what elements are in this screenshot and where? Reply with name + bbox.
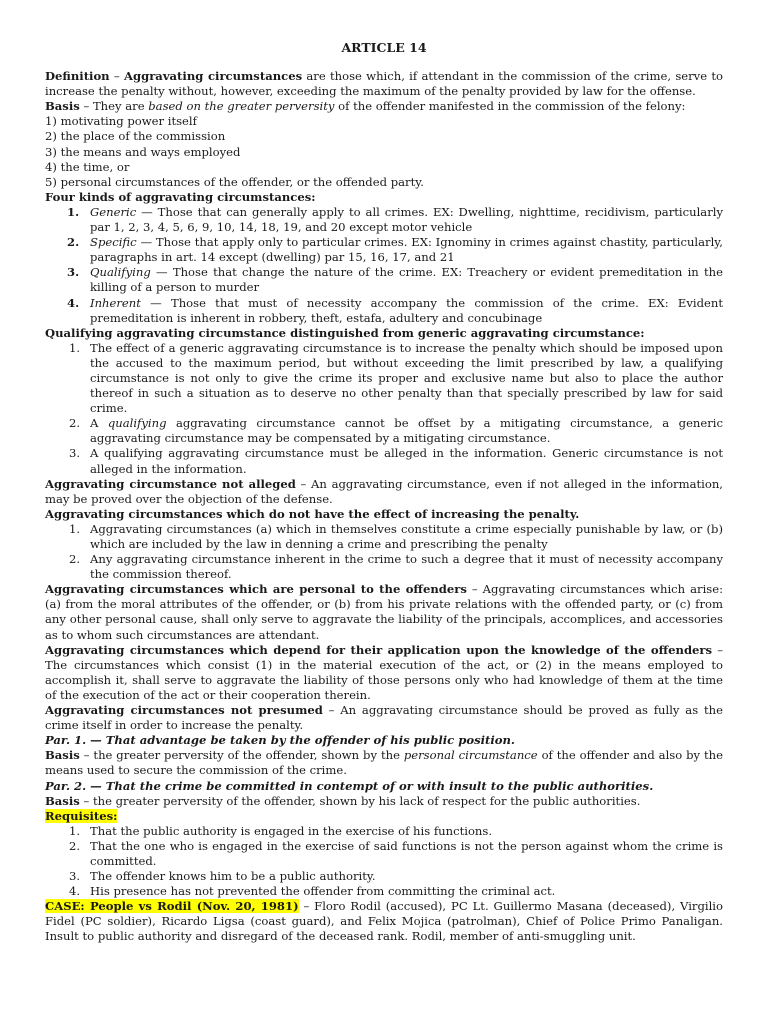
- kind-item: [45, 205, 723, 235]
- basis-italic: personal circumstance: [403, 748, 538, 763]
- source-item: 3) the means and ways employed: [45, 144, 241, 159]
- basis-pre: – They are: [79, 99, 149, 114]
- item-number: 1.: [69, 823, 81, 838]
- kind-name: Specific: [90, 235, 137, 250]
- definition-paragraph: [45, 69, 723, 99]
- kind-text: — Those that must of necessity accompany the commission of the crime. EX: Evident premeditation is inherent in robbery, theft, estafa, adultery and concubinage: [90, 295, 723, 325]
- item-number: 3.: [69, 869, 81, 884]
- item-number: 2.: [69, 416, 81, 431]
- not-alleged-label: Aggravating circumstance not alleged: [45, 476, 296, 491]
- item-number: 2.: [69, 552, 81, 567]
- kind-name: Inherent: [90, 295, 141, 310]
- personal-label: Aggravating circumstances which are personal to the offenders: [45, 582, 467, 597]
- qualifying-item: [45, 446, 723, 476]
- not-presumed-label: Aggravating circumstances not presumed: [45, 703, 323, 718]
- definition-sep: –: [109, 69, 124, 84]
- kind-item: [45, 265, 723, 295]
- item-number: 2.: [69, 838, 81, 853]
- item-number: 3.: [69, 446, 81, 461]
- source-item: 4) the time, or: [45, 159, 130, 174]
- item-number: 4.: [69, 884, 81, 899]
- article-title: ARTICLE 14: [341, 40, 427, 55]
- basis-post: of the offender manifested in the commission of the felony:: [334, 99, 686, 114]
- basis-pre: – the greater perversity of the offender, shown by the: [79, 748, 404, 763]
- kind-number: 2.: [67, 235, 80, 250]
- item-number: 1.: [69, 521, 81, 536]
- basis-label: Basis: [45, 793, 80, 808]
- paragraph-1-heading: Par. 1. — That advantage be taken by the offender of his public position.: [45, 733, 515, 748]
- requisites-list: [45, 824, 723, 899]
- qualifying-list: [45, 341, 723, 477]
- knowledge-paragraph: [45, 643, 723, 703]
- not-presumed-paragraph: [45, 703, 723, 733]
- document-page: [45, 40, 723, 945]
- requisite-item: [45, 884, 723, 899]
- basis-text: – the greater perversity of the offender, shown by his lack of respect for the public authorities.: [79, 793, 641, 808]
- kind-name: Generic: [90, 204, 137, 219]
- kind-item: [45, 235, 723, 265]
- qualifying-item: [45, 341, 723, 416]
- not-alleged-text: – An aggravating circumstance, even if not alleged in the information, may be proved over the objection of the defense.: [45, 476, 723, 506]
- basis-paragraph-2: [45, 748, 723, 778]
- item-text: The effect of a generic aggravating circumstance is to increase the penalty which should be imposed upon the accused to the maximum period, but without exceeding the limit prescribed by law, a qualifying circumstance is not only to give the crime its proper and exclusive name but also to place the author thereof in such a situation as to deserve no other penalty than that specially prescribed by law for said crime.: [90, 340, 723, 416]
- paragraph-2-heading: Par. 2. — That the crime be committed in contempt of or with insult to the public authorities.: [45, 778, 654, 793]
- basis-label: Basis: [45, 748, 80, 763]
- definition-label: Definition: [45, 69, 110, 84]
- kind-text: — Those that change the nature of the crime. EX: Treachery or evident premeditation in the killing of a person to murder: [90, 265, 723, 295]
- requisite-item: [45, 869, 723, 884]
- item-text: Aggravating circumstances (a) which in themselves constitute a crime especially punishable by law, or (b) which are included by the law in denning a crime and prescribing the penalty: [90, 521, 723, 551]
- item-text: A qualifying aggravating circumstance must be alleged in the information. Generic circumstance is not alleged in the information.: [90, 446, 723, 476]
- item-text: The offender knows him to be a public authority.: [90, 869, 376, 884]
- no-effect-item: [45, 522, 723, 552]
- kind-item: [45, 296, 723, 326]
- definition-text: are those which, if attendant in the commission of the crime, serve to increase the penalty without, however, exceeding the maximum of the penalty provided by law for the offense.: [45, 69, 724, 99]
- not-presumed-text: – An aggravating circumstance should be proved as fully as the crime itself in order to increase the penalty.: [45, 703, 723, 733]
- basis-label: Basis: [45, 99, 80, 114]
- source-item: 2) the place of the commission: [45, 129, 226, 144]
- no-effect-heading: Aggravating circumstances which do not have the effect of increasing the penalty.: [45, 506, 580, 521]
- no-effect-list: [45, 522, 723, 582]
- source-item: 5) personal circumstances of the offender, or the offended party.: [45, 174, 424, 189]
- item-text: A: [90, 416, 108, 431]
- not-alleged-paragraph: [45, 477, 723, 507]
- basis-post: of the offender and also by the means used to secure the commission of the crime.: [45, 748, 723, 778]
- basis-paragraph-3: [45, 794, 723, 809]
- kind-number: 4.: [67, 295, 80, 310]
- qualifying-item: [45, 416, 723, 446]
- kind-number: 1.: [67, 204, 80, 219]
- item-text: That the public authority is engaged in the exercise of his functions.: [90, 823, 493, 838]
- item-text: His presence has not prevented the offender from committing the criminal act.: [90, 884, 556, 899]
- qualifying-heading: Qualifying aggravating circumstance distinguished from generic aggravating circumstance:: [45, 325, 645, 340]
- personal-paragraph: [45, 582, 723, 642]
- requisites-heading-line: [45, 809, 723, 824]
- knowledge-text: – The circumstances which consist (1) in the material execution of the act, or (2) in the means employed to accomplish it, shall serve to aggravate the liability of those persons only who had knowledge of them at the time of the execution of the act or their cooperation therein.: [45, 642, 724, 702]
- knowledge-label: Aggravating circumstances which depend for their application upon the knowledge of the offenders: [45, 642, 713, 657]
- personal-text: – Aggravating circumstances which arise: (a) from the moral attributes of the offender, or (b) from his private relations with the offended party, or (c) from any other personal cause, shall only serve to aggravate the liability of the principals, accomplices, and accessories as to whom such circumstances are attendant.: [45, 582, 723, 642]
- source-item: 1) motivating power itself: [45, 114, 197, 129]
- definition-term: Aggravating circumstances: [123, 69, 303, 84]
- no-effect-item: [45, 552, 723, 582]
- kind-name: Qualifying: [90, 265, 151, 280]
- case-paragraph: [45, 899, 723, 944]
- kinds-list: [45, 205, 723, 326]
- item-number: 1.: [69, 340, 81, 355]
- requisite-item: [45, 839, 723, 869]
- basis-paragraph-1: [45, 99, 723, 114]
- kind-text: — Those that apply only to particular crimes. EX: Ignominy in crimes against chastity, particularly, paragraphs in art. 14 except (dwelling) par 15, 16, 17, and 21: [90, 235, 723, 265]
- requisites-heading: Requisites:: [45, 808, 118, 823]
- kinds-heading: Four kinds of aggravating circumstances:: [45, 189, 316, 204]
- kind-text: — Those that can generally apply to all crimes. EX: Dwelling, nighttime, recidivism, particularly par 1, 2, 3, 4, 5, 6, 9, 10, 14, 18, 19, and 20 except motor vehicle: [90, 204, 723, 235]
- basis-italic: based on the greater perversity: [148, 99, 335, 114]
- requisite-item: [45, 824, 723, 839]
- item-text: Any aggravating circumstance inherent in the crime to such a degree that it must of necessity accompany the commission thereof.: [90, 552, 723, 582]
- sources-list: [45, 114, 723, 189]
- item-text-post: aggravating circumstance cannot be offset by a mitigating circumstance, a generic aggravating circumstance may be compensated by a mitigating circumstance.: [90, 416, 724, 446]
- case-label: CASE: People vs Rodil (Nov. 20, 1981): [45, 899, 299, 914]
- case-text: – Floro Rodil (accused), PC Lt. Guillermo Masana (deceased), Virgilio Fidel (PC soldier), Ricardo Ligsa (coast guard), and Felix Mojica (patrolman), Chief of Police Primo Panaligan. Insult to public authority and disregard of the deceased rank. Rodil, member of anti-smuggling unit.: [45, 899, 723, 944]
- kind-number: 3.: [67, 265, 80, 280]
- item-text: That the one who is engaged in the exercise of said functions is not the person against whom the crime is committed.: [90, 838, 723, 868]
- item-italic: qualifying: [107, 416, 167, 431]
